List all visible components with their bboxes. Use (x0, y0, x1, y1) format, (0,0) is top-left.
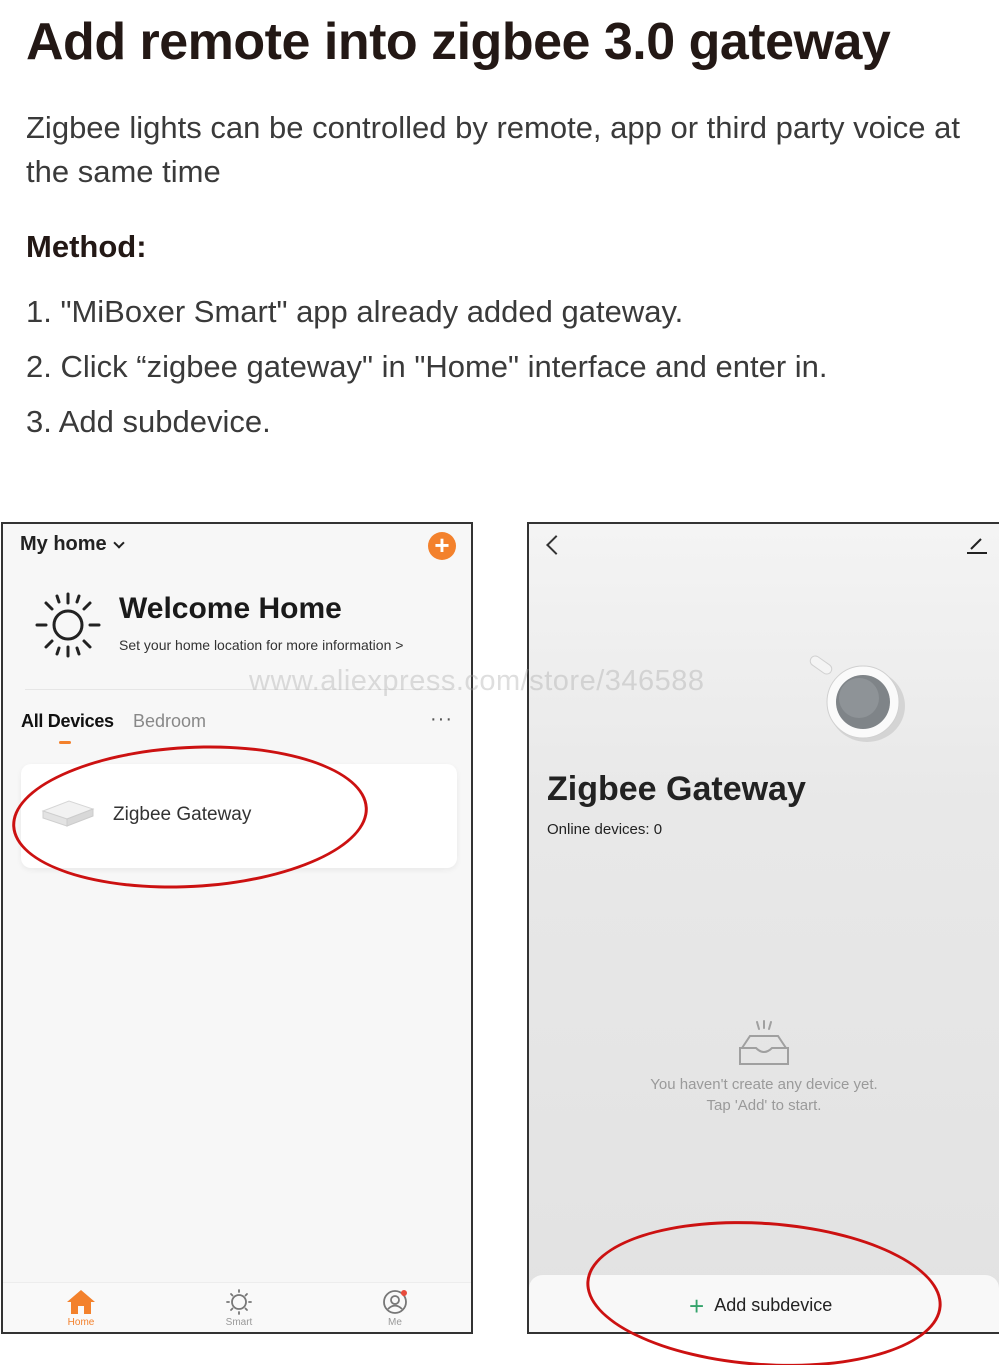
online-devices-count: Online devices: 0 (547, 821, 663, 838)
bottom-tab-bar (3, 1282, 471, 1334)
smart-sun-icon (224, 1289, 254, 1315)
home-selector[interactable] (20, 533, 123, 556)
back-chevron-icon[interactable] (546, 535, 566, 555)
gateway-device-icon (39, 797, 97, 829)
divider (25, 689, 455, 690)
tab-bedroom[interactable]: Bedroom (133, 711, 207, 731)
page-title: Add remote into zigbee 3.0 gateway (26, 13, 891, 71)
tab-indicator (59, 741, 71, 744)
step-1: 1. "MiBoxer Smart" app already added gateway. (26, 294, 684, 329)
welcome-title: Welcome Home (119, 592, 342, 625)
chevron-down-icon (113, 537, 124, 548)
edit-pencil-icon[interactable] (965, 532, 989, 556)
steps-list (26, 284, 828, 449)
tabbar-home-label: Home (67, 1317, 95, 1328)
add-subdevice-bar (529, 1274, 999, 1334)
intro-text: Zigbee lights can be controlled by remote, app or third party voice at the same time (26, 110, 960, 189)
home-location-link[interactable]: Set your home location for more information > (119, 637, 404, 653)
empty-state-line-2: Tap 'Add' to start. (706, 1097, 822, 1114)
profile-icon (380, 1289, 410, 1315)
more-icon[interactable]: ··· (430, 708, 453, 730)
tabbar-me-label: Me (388, 1317, 402, 1328)
tabbar-home[interactable] (51, 1289, 111, 1328)
tabbar-me[interactable] (365, 1289, 425, 1328)
method-heading: Method: (26, 229, 147, 264)
device-card-zigbee-gateway[interactable] (21, 764, 457, 868)
home-screen (1, 522, 473, 1334)
step-3: 3. Add subdevice. (26, 404, 271, 439)
add-device-button[interactable]: + (428, 532, 456, 560)
empty-tray-icon (734, 1020, 794, 1070)
add-subdevice-button[interactable] (689, 1290, 833, 1321)
home-selector-label: My home (20, 533, 107, 555)
gateway-title: Zigbee Gateway (547, 770, 806, 808)
add-subdevice-label: Add subdevice (714, 1295, 833, 1315)
tab-all-devices[interactable]: All Devices (21, 711, 114, 731)
watermark-text: www.aliexpress.com/store/346588 (249, 665, 705, 697)
gateway-screen (527, 522, 999, 1334)
tabbar-smart[interactable] (209, 1289, 269, 1328)
empty-state-line-1: You haven't create any device yet. (650, 1076, 878, 1093)
sun-icon (33, 590, 103, 660)
home-icon (66, 1289, 96, 1315)
empty-state-text (589, 1074, 939, 1116)
step-2: 2. Click “zigbee gateway" in "Home" interface and enter in. (26, 349, 828, 384)
coffee-cup-image (807, 654, 909, 746)
tabbar-smart-label: Smart (225, 1317, 253, 1328)
device-name: Zigbee Gateway (113, 804, 252, 825)
plus-icon: + (689, 1290, 705, 1321)
